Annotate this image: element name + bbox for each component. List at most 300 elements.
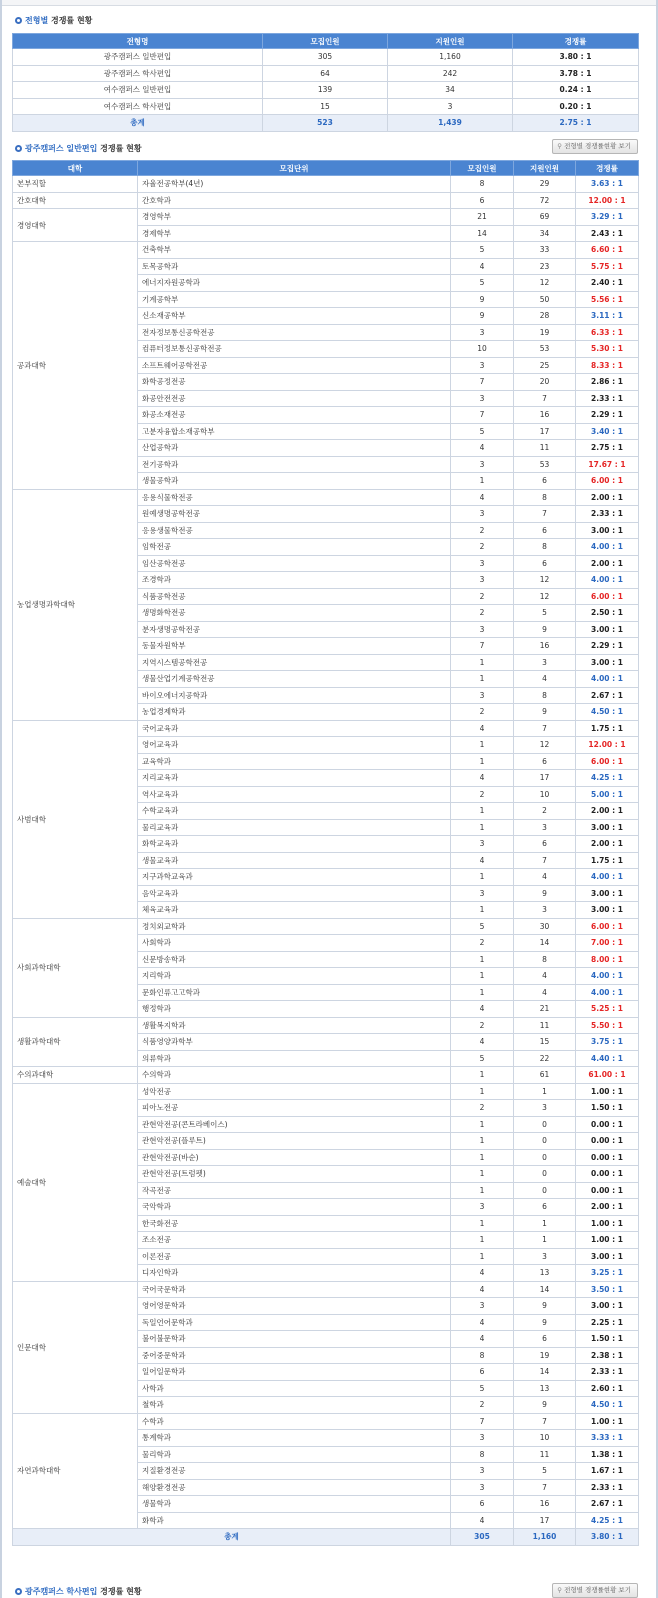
- unit-cell: 응용식물학전공: [138, 489, 451, 506]
- ratio-cell: 3.00 : 1: [576, 1248, 639, 1265]
- table-row: [13, 65, 639, 82]
- ratio-cell: 5.30 : 1: [576, 341, 639, 358]
- unit-cell: 피아노전공: [138, 1100, 451, 1117]
- table-row: [13, 82, 639, 99]
- unit-cell: 지역시스템공학전공: [138, 654, 451, 671]
- unit-cell: 사학과: [138, 1380, 451, 1397]
- recruit-cell: 4: [451, 489, 514, 506]
- unit-cell: 화학공정전공: [138, 374, 451, 391]
- recruit-cell: 2: [451, 786, 514, 803]
- section-title-gwangju-bachelor: 광주캠퍼스 학사편입 경쟁률 현황: [15, 1586, 142, 1597]
- left-frame: [0, 0, 2, 1598]
- ratio-cell: 4.00 : 1: [576, 968, 639, 985]
- unit-cell: 독일언어문학과: [138, 1314, 451, 1331]
- unit-cell: 의류학과: [138, 1050, 451, 1067]
- recruit-cell: 8: [451, 176, 514, 193]
- apply-cell: 50: [514, 291, 576, 308]
- apply-cell: 17: [514, 1512, 576, 1529]
- recruit-cell: 6: [451, 1496, 514, 1513]
- recruit-cell: 5: [451, 423, 514, 440]
- table-header-row: [13, 34, 639, 49]
- unit-cell: 물리학과: [138, 1446, 451, 1463]
- search-icon: ⚲: [557, 142, 563, 150]
- recruit-cell: 2: [451, 1100, 514, 1117]
- header-ratio: 경쟁률: [513, 34, 639, 49]
- unit-cell: 행정학과: [138, 1001, 451, 1018]
- apply-cell: 19: [514, 1347, 576, 1364]
- gwangju-general-table: [12, 160, 639, 1546]
- unit-cell: 화학교육과: [138, 836, 451, 853]
- ratio-cell: 12.00 : 1: [576, 737, 639, 754]
- recruit-cell: 1: [451, 1166, 514, 1183]
- unit-cell: 생물교육과: [138, 852, 451, 869]
- recruit-cell: 9: [451, 291, 514, 308]
- ratio-cell: 61.00 : 1: [576, 1067, 639, 1084]
- unit-cell: 식품영양과학부: [138, 1034, 451, 1051]
- unit-cell: 철학과: [138, 1397, 451, 1414]
- recruit-cell: 3: [451, 836, 514, 853]
- recruit-cell: 21: [451, 209, 514, 226]
- unit-cell: 지구과학교육과: [138, 869, 451, 886]
- table-row: [13, 1281, 639, 1298]
- ratio-cell: 3.00 : 1: [576, 654, 639, 671]
- apply-cell: 7: [514, 506, 576, 523]
- unit-cell: 토목공학과: [138, 258, 451, 275]
- ratio-cell: 2.33 : 1: [576, 1364, 639, 1381]
- apply-cell: 15: [514, 1034, 576, 1051]
- college-cell: 생활과학대학: [13, 1017, 138, 1067]
- recruit-cell: 3: [451, 555, 514, 572]
- recruit-cell: 7: [451, 374, 514, 391]
- total-ratio-cell: 2.75 : 1: [513, 115, 639, 132]
- bullet-icon: [15, 17, 22, 24]
- apply-cell: 8: [514, 951, 576, 968]
- section-title-by-type: 전형별 경쟁률 현황: [15, 15, 92, 26]
- unit-cell: 국어국문학과: [138, 1281, 451, 1298]
- unit-cell: 경영학부: [138, 209, 451, 226]
- unit-cell: 응용생물학전공: [138, 522, 451, 539]
- total-name-cell: 총계: [13, 115, 263, 132]
- apply-cell: 10: [514, 1430, 576, 1447]
- ratio-cell: 6.00 : 1: [576, 588, 639, 605]
- recruit-cell: 14: [451, 225, 514, 242]
- ratio-cell: 5.50 : 1: [576, 1017, 639, 1034]
- college-cell: 공과대학: [13, 242, 138, 490]
- apply-cell: 16: [514, 1496, 576, 1513]
- apply-cell: 17: [514, 770, 576, 787]
- table-row: [13, 209, 639, 226]
- ratio-cell: 2.00 : 1: [576, 1199, 639, 1216]
- apply-cell: 22: [514, 1050, 576, 1067]
- ratio-cell: 2.29 : 1: [576, 407, 639, 424]
- unit-cell: 바이오에너지공학과: [138, 687, 451, 704]
- header-unit: 모집단위: [138, 161, 451, 176]
- unit-cell: 체육교육과: [138, 902, 451, 919]
- unit-cell: 한국화전공: [138, 1215, 451, 1232]
- apply-cell: 3: [514, 1248, 576, 1265]
- recruit-cell: 6: [451, 1364, 514, 1381]
- college-cell: 수의과대학: [13, 1067, 138, 1084]
- apply-cell: 14: [514, 1281, 576, 1298]
- ratio-cell: 3.00 : 1: [576, 902, 639, 919]
- ratio-cell: 3.00 : 1: [576, 522, 639, 539]
- recruit-cell: 5: [451, 1380, 514, 1397]
- recruit-cell: 6: [451, 192, 514, 209]
- apply-cell: 11: [514, 1446, 576, 1463]
- recruit-cell: 2: [451, 588, 514, 605]
- unit-cell: 해양환경전공: [138, 1479, 451, 1496]
- recruit-cell: 3: [451, 506, 514, 523]
- unit-cell: 이론전공: [138, 1248, 451, 1265]
- college-cell: 예술대학: [13, 1083, 138, 1281]
- recruit-cell: 2: [451, 1017, 514, 1034]
- table-row: [13, 242, 639, 259]
- apply-cell: 1: [514, 1232, 576, 1249]
- apply-cell: 30: [514, 918, 576, 935]
- ratio-cell: 1.00 : 1: [576, 1232, 639, 1249]
- unit-cell: 기계공학부: [138, 291, 451, 308]
- recruit-cell: 3: [451, 1430, 514, 1447]
- ratio-cell: 6.00 : 1: [576, 473, 639, 490]
- recruit-cell: 1: [451, 1116, 514, 1133]
- unit-cell: 분자생명공학전공: [138, 621, 451, 638]
- apply-cell: 29: [514, 176, 576, 193]
- unit-cell: 수학과: [138, 1413, 451, 1430]
- ratio-cell: 3.78 : 1: [513, 65, 639, 82]
- apply-cell: 12: [514, 275, 576, 292]
- college-cell: 간호대학: [13, 192, 138, 209]
- ratio-cell: 6.00 : 1: [576, 918, 639, 935]
- ratio-cell: 3.29 : 1: [576, 209, 639, 226]
- table-row: [13, 489, 639, 506]
- ratio-cell: 0.00 : 1: [576, 1182, 639, 1199]
- recruit-cell: 3: [451, 390, 514, 407]
- ratio-cell: 1.00 : 1: [576, 1413, 639, 1430]
- unit-cell: 일어일문학과: [138, 1364, 451, 1381]
- total-name-cell: 총계: [13, 1529, 451, 1546]
- ratio-cell: 3.50 : 1: [576, 1281, 639, 1298]
- apply-cell: 9: [514, 1397, 576, 1414]
- ratio-cell: 0.00 : 1: [576, 1166, 639, 1183]
- type-cell: 여수캠퍼스 일반편입: [13, 82, 263, 99]
- unit-cell: 임학전공: [138, 539, 451, 556]
- total-row: [13, 1529, 639, 1546]
- unit-cell: 전기공학과: [138, 456, 451, 473]
- recruit-cell: 10: [451, 341, 514, 358]
- apply-cell: 6: [514, 555, 576, 572]
- recruit-cell: 4: [451, 720, 514, 737]
- type-cell: 광주캠퍼스 일반편입: [13, 49, 263, 66]
- unit-cell: 전자정보통신공학전공: [138, 324, 451, 341]
- unit-cell: 자율전공학부(4년): [138, 176, 451, 193]
- apply-cell: 16: [514, 407, 576, 424]
- total-recruit-cell: 305: [451, 1529, 514, 1546]
- ratio-cell: 4.40 : 1: [576, 1050, 639, 1067]
- apply-cell: 12: [514, 588, 576, 605]
- apply-cell: 6: [514, 753, 576, 770]
- recruit-cell: 3: [451, 1479, 514, 1496]
- ratio-cell: 2.00 : 1: [576, 555, 639, 572]
- unit-cell: 임산공학전공: [138, 555, 451, 572]
- table-row: [13, 1083, 639, 1100]
- recruit-cell: 4: [451, 1281, 514, 1298]
- apply-cell: 69: [514, 209, 576, 226]
- apply-cell: 13: [514, 1380, 576, 1397]
- apply-cell: 4: [514, 984, 576, 1001]
- bullet-icon: [15, 145, 22, 152]
- recruit-cell: 1: [451, 671, 514, 688]
- unit-cell: 동물자원학부: [138, 638, 451, 655]
- recruit-cell: 2: [451, 522, 514, 539]
- unit-cell: 화공안전전공: [138, 390, 451, 407]
- ratio-cell: 0.00 : 1: [576, 1133, 639, 1150]
- unit-cell: 생물학과: [138, 1496, 451, 1513]
- ratio-cell: 2.67 : 1: [576, 1496, 639, 1513]
- college-cell: 자연과학대학: [13, 1413, 138, 1529]
- ratio-cell: 2.43 : 1: [576, 225, 639, 242]
- table-row: [13, 98, 639, 115]
- ratio-cell: 2.00 : 1: [576, 489, 639, 506]
- unit-cell: 국어교육과: [138, 720, 451, 737]
- apply-cell: 20: [514, 374, 576, 391]
- apply-cell: 17: [514, 423, 576, 440]
- ratio-cell: 4.25 : 1: [576, 770, 639, 787]
- unit-cell: 건축학부: [138, 242, 451, 259]
- search-icon: ⚲: [557, 1586, 563, 1594]
- recruit-cell: 2: [451, 539, 514, 556]
- recruit-cell: 1: [451, 869, 514, 886]
- college-cell: 사회과학대학: [13, 918, 138, 1017]
- ratio-cell: 8.33 : 1: [576, 357, 639, 374]
- unit-cell: 산업공학과: [138, 440, 451, 457]
- apply-cell: 4: [514, 968, 576, 985]
- ratio-cell: 3.00 : 1: [576, 621, 639, 638]
- apply-cell: 7: [514, 720, 576, 737]
- unit-cell: 생물공학과: [138, 473, 451, 490]
- ratio-cell: 7.00 : 1: [576, 935, 639, 952]
- ratio-cell: 5.56 : 1: [576, 291, 639, 308]
- unit-cell: 불어불문학과: [138, 1331, 451, 1348]
- college-cell: 농업생명과학대학: [13, 489, 138, 720]
- ratio-cell: 6.33 : 1: [576, 324, 639, 341]
- recruit-cell: 4: [451, 1034, 514, 1051]
- apply-cell: 9: [514, 1314, 576, 1331]
- ratio-cell: 5.00 : 1: [576, 786, 639, 803]
- ratio-cell: 2.25 : 1: [576, 1314, 639, 1331]
- ratio-cell: 3.75 : 1: [576, 1034, 639, 1051]
- apply-cell: 0: [514, 1182, 576, 1199]
- recruit-cell: 5: [451, 242, 514, 259]
- unit-cell: 통계학과: [138, 1430, 451, 1447]
- unit-cell: 화공소재전공: [138, 407, 451, 424]
- unit-cell: 정치외교학과: [138, 918, 451, 935]
- bullet-icon: [15, 1588, 22, 1595]
- section-title-gwangju-general: 광주캠퍼스 일반편입 경쟁률 현황: [15, 143, 142, 154]
- apply-cell: 7: [514, 390, 576, 407]
- unit-cell: 신문방송학과: [138, 951, 451, 968]
- recruit-cell: 3: [451, 572, 514, 589]
- ratio-cell: 2.50 : 1: [576, 605, 639, 622]
- apply-cell: 11: [514, 1017, 576, 1034]
- college-cell: 본부직할: [13, 176, 138, 193]
- unit-cell: 생물산업기계공학전공: [138, 671, 451, 688]
- apply-cell: 1: [514, 1215, 576, 1232]
- apply-cell: 33: [514, 242, 576, 259]
- recruit-cell: 64: [263, 65, 388, 82]
- recruit-cell: 1: [451, 951, 514, 968]
- view-by-type-button[interactable]: ⚲ 전형별 경쟁률현황 보기: [552, 139, 638, 154]
- apply-cell: 3: [514, 1100, 576, 1117]
- recruit-cell: 7: [451, 1413, 514, 1430]
- recruit-cell: 2: [451, 1397, 514, 1414]
- ratio-cell: 2.38 : 1: [576, 1347, 639, 1364]
- college-cell: 인문대학: [13, 1281, 138, 1413]
- unit-cell: 사회학과: [138, 935, 451, 952]
- ratio-cell: 17.67 : 1: [576, 456, 639, 473]
- apply-cell: 0: [514, 1149, 576, 1166]
- recruit-cell: 5: [451, 1050, 514, 1067]
- header-ratio: 경쟁률: [576, 161, 639, 176]
- apply-cell: 3: [514, 819, 576, 836]
- top-border: [0, 0, 658, 6]
- table-row: [13, 918, 639, 935]
- apply-cell: 72: [514, 192, 576, 209]
- unit-cell: 지리학과: [138, 968, 451, 985]
- apply-cell: 6: [514, 522, 576, 539]
- apply-cell: 12: [514, 737, 576, 754]
- recruit-cell: 3: [451, 687, 514, 704]
- apply-cell: 4: [514, 671, 576, 688]
- total-row: [13, 115, 639, 132]
- unit-cell: 생활복지학과: [138, 1017, 451, 1034]
- unit-cell: 고분자융합소재공학부: [138, 423, 451, 440]
- ratio-cell: 0.00 : 1: [576, 1149, 639, 1166]
- ratio-cell: 2.60 : 1: [576, 1380, 639, 1397]
- ratio-cell: 3.40 : 1: [576, 423, 639, 440]
- recruit-cell: 3: [451, 357, 514, 374]
- ratio-cell: 1.50 : 1: [576, 1100, 639, 1117]
- apply-cell: 5: [514, 1463, 576, 1480]
- recruit-cell: 5: [451, 275, 514, 292]
- unit-cell: 식품공학전공: [138, 588, 451, 605]
- total-apply-cell: 1,160: [514, 1529, 576, 1546]
- apply-cell: 13: [514, 1265, 576, 1282]
- apply-cell: 6: [514, 473, 576, 490]
- apply-cell: 9: [514, 704, 576, 721]
- ratio-cell: 3.33 : 1: [576, 1430, 639, 1447]
- by-type-table: [12, 33, 639, 132]
- recruit-cell: 1: [451, 902, 514, 919]
- recruit-cell: 1: [451, 984, 514, 1001]
- apply-cell: 0: [514, 1166, 576, 1183]
- ratio-cell: 6.60 : 1: [576, 242, 639, 259]
- recruit-cell: 15: [263, 98, 388, 115]
- recruit-cell: 4: [451, 440, 514, 457]
- apply-cell: 2: [514, 803, 576, 820]
- unit-cell: 영어영문학과: [138, 1298, 451, 1315]
- view-by-type-button-2[interactable]: ⚲ 전형별 경쟁률현황 보기: [552, 1583, 638, 1598]
- header-recruit: 모집인원: [451, 161, 514, 176]
- recruit-cell: 4: [451, 258, 514, 275]
- recruit-cell: 3: [451, 1298, 514, 1315]
- apply-cell: 61: [514, 1067, 576, 1084]
- ratio-cell: 12.00 : 1: [576, 192, 639, 209]
- ratio-cell: 2.86 : 1: [576, 374, 639, 391]
- ratio-cell: 3.00 : 1: [576, 885, 639, 902]
- ratio-cell: 5.75 : 1: [576, 258, 639, 275]
- apply-cell: 7: [514, 1479, 576, 1496]
- ratio-cell: 4.00 : 1: [576, 671, 639, 688]
- apply-cell: 8: [514, 539, 576, 556]
- unit-cell: 컴퓨터정보통신공학전공: [138, 341, 451, 358]
- unit-cell: 경제학부: [138, 225, 451, 242]
- table-header-row: [13, 161, 639, 176]
- recruit-cell: 1: [451, 1067, 514, 1084]
- unit-cell: 디자인학과: [138, 1265, 451, 1282]
- type-cell: 광주캠퍼스 학사편입: [13, 65, 263, 82]
- recruit-cell: 8: [451, 1446, 514, 1463]
- table-row: [13, 1413, 639, 1430]
- unit-cell: 에너지자원공학과: [138, 275, 451, 292]
- apply-cell: 9: [514, 1298, 576, 1315]
- apply-cell: 11: [514, 440, 576, 457]
- recruit-cell: 1: [451, 1232, 514, 1249]
- ratio-cell: 2.33 : 1: [576, 390, 639, 407]
- unit-cell: 국악학과: [138, 1199, 451, 1216]
- unit-cell: 생명화학전공: [138, 605, 451, 622]
- apply-cell: 9: [514, 885, 576, 902]
- table-row: [13, 1017, 639, 1034]
- recruit-cell: 1: [451, 654, 514, 671]
- ratio-cell: 2.40 : 1: [576, 275, 639, 292]
- unit-cell: 조경학과: [138, 572, 451, 589]
- unit-cell: 물리교육과: [138, 819, 451, 836]
- table-row: [13, 192, 639, 209]
- unit-cell: 조소전공: [138, 1232, 451, 1249]
- ratio-cell: 2.33 : 1: [576, 506, 639, 523]
- ratio-cell: 4.00 : 1: [576, 869, 639, 886]
- unit-cell: 문화인류고고학과: [138, 984, 451, 1001]
- apply-cell: 5: [514, 605, 576, 622]
- total-ratio-cell: 3.80 : 1: [576, 1529, 639, 1546]
- header-apply: 지원인원: [514, 161, 576, 176]
- ratio-cell: 0.24 : 1: [513, 82, 639, 99]
- apply-cell: 16: [514, 638, 576, 655]
- unit-cell: 관현악전공(플루트): [138, 1133, 451, 1150]
- unit-cell: 음악교육과: [138, 885, 451, 902]
- apply-cell: 12: [514, 572, 576, 589]
- recruit-cell: 1: [451, 737, 514, 754]
- apply-cell: 34: [388, 82, 513, 99]
- apply-cell: 19: [514, 324, 576, 341]
- recruit-cell: 1: [451, 819, 514, 836]
- apply-cell: 6: [514, 836, 576, 853]
- apply-cell: 14: [514, 1364, 576, 1381]
- apply-cell: 14: [514, 935, 576, 952]
- apply-cell: 53: [514, 341, 576, 358]
- recruit-cell: 3: [451, 324, 514, 341]
- apply-cell: 34: [514, 225, 576, 242]
- apply-cell: 242: [388, 65, 513, 82]
- unit-cell: 중어중문학과: [138, 1347, 451, 1364]
- apply-cell: 7: [514, 852, 576, 869]
- unit-cell: 영어교육과: [138, 737, 451, 754]
- recruit-cell: 1: [451, 803, 514, 820]
- ratio-cell: 1.00 : 1: [576, 1083, 639, 1100]
- ratio-cell: 3.25 : 1: [576, 1265, 639, 1282]
- ratio-cell: 1.67 : 1: [576, 1463, 639, 1480]
- apply-cell: 25: [514, 357, 576, 374]
